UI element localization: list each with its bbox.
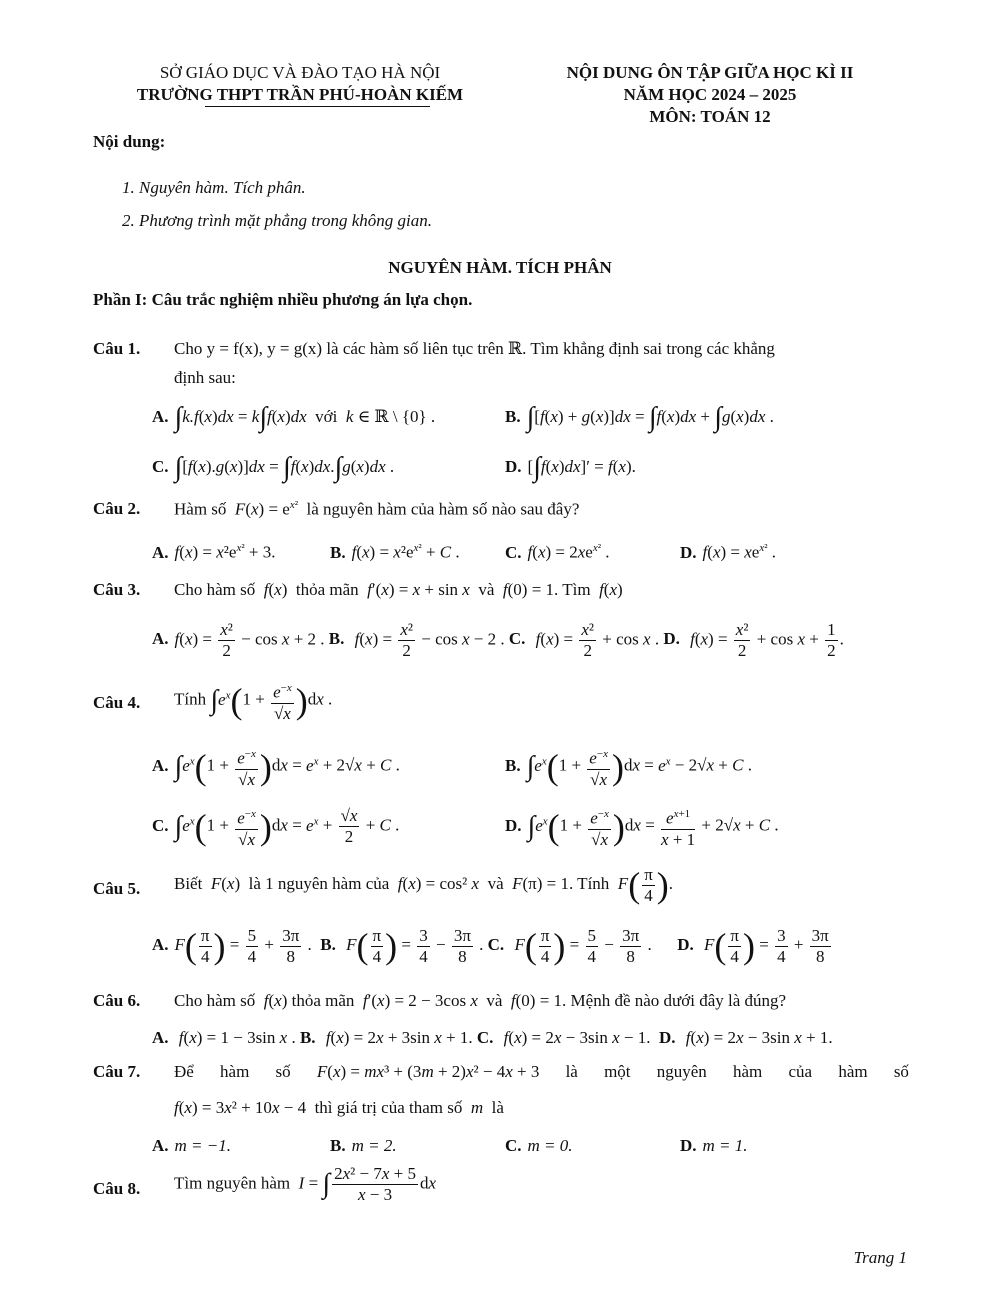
question-1-text-cont: định sau: bbox=[174, 368, 236, 387]
school-name: TRƯỜNG THPT TRẦN PHÚ-HOÀN KIẾM bbox=[136, 85, 464, 104]
department-name: SỞ GIÁO DỤC VÀ ĐÀO TẠO HÀ NỘI bbox=[159, 63, 441, 82]
q1-option-c: C. ∫[f(x).g(x)]dx = ∫f(x)dx.∫g(x)dx . bbox=[152, 452, 395, 483]
question-7-text: Để hàm số F(x) = mx³ + (3m + 2)x² − 4x + 3 là một nguyên hàm của hàm số bbox=[174, 1062, 909, 1081]
question-5-label: Câu 5. bbox=[93, 879, 141, 898]
topic-1: 1. Nguyên hàm. Tích phân. bbox=[122, 178, 306, 197]
q4-option-b: B. $\int e^x(1$ + $\frac{e^{-x}}{√x}$ )$dx = e^x - 2√x + C$ . bbox=[505, 744, 752, 790]
question-6-label: Câu 6. bbox=[93, 991, 141, 1010]
question-1-text: Cho y = f(x), y = g(x) là các hàm số liên tục trên ℝ. Tìm khẳng định sai trong các khẳng bbox=[174, 339, 775, 358]
q3-options: A. f(x) = $\frac{\text{x²}}{2}$ − cos x + 2 . B. f(x) = $\frac{\text{x²}}{2}$ − cos x − 2 . C. f(x) = $\frac{\text{x²}}{2}$ + cos x . D. f(x) = $\frac{\text{x²}}{2}$ + cos x + $\frac{1}{2}$ . bbox=[152, 620, 844, 660]
q1-option-a: A. ∫k.f(x)dx = k∫f(x)dx với k ∈ ℝ \ {0} . bbox=[152, 402, 436, 433]
topic-2: 2. Phương trình mặt phẳng trong không gian. bbox=[122, 211, 433, 230]
subject: MÔN: TOÁN 12 bbox=[649, 107, 771, 126]
q7-option-c: C. m = 0. bbox=[505, 1136, 573, 1155]
q5-options: A. F( $\frac{\pi}{4}$ ) = $\frac{5}{4}$ + $\frac{3\pi}{8}$ . B. F( $\frac{\pi}{4}$ ) = $\frac{3}{4}$ − $\frac{3\pi}{8}$ . C. F( $\frac{\pi}{4}$ ) = $\frac{5}{4}$ − $\frac{3\pi}{8}$ . D. F( $\frac{\pi}{4}$ ) = $\frac{3}{4}$ + $\frac{3\pi}{8}$ bbox=[152, 925, 829, 966]
section-title: NGUYÊN HÀM. TÍCH PHÂN bbox=[388, 258, 612, 277]
question-2-label: Câu 2. bbox=[93, 499, 141, 518]
question-3-text: Cho hàm số f(x) thỏa mãn f′(x) = x + sin x và f(0) = 1. Tìm f(x) bbox=[174, 580, 623, 599]
page-number: Trang 1 bbox=[853, 1248, 907, 1267]
question-4-text: Tính $\int e^x(1$ + $\frac{e^{-x}}{√x}$ )dx . bbox=[174, 678, 332, 724]
question-7-label: Câu 7. bbox=[93, 1062, 141, 1081]
exam-header bbox=[520, 62, 900, 128]
question-8-text: Tìm nguyên hàm I = ∫ $\frac{\text{2x² − 7x + 5}}{x - 3}$ dx bbox=[174, 1164, 437, 1204]
header-rule bbox=[205, 106, 430, 107]
q4-option-c: C. $\int e^x(1$ + $\frac{e^{-x}}{√x}$ )$dx = e^x$ + $\frac{√x}{2}$ + C . bbox=[152, 804, 399, 850]
content-label: Nội dung: bbox=[93, 132, 166, 151]
q4-option-a: A. $\int e^x(1$ + $\frac{e^{-x}}{√x}$ )$dx = e^x + 2√x + C$ . bbox=[152, 744, 400, 790]
question-3-label: Câu 3. bbox=[93, 580, 141, 599]
school-year: NĂM HỌC 2024 – 2025 bbox=[623, 85, 797, 104]
q6-options: A. f(x) = 1 − 3sin x . B. f(x) = 2x + 3sin x + 1. C. f(x) = 2x − 3sin x − 1. D. f(x) = 2x − 3sin x + 1. bbox=[152, 1028, 833, 1047]
exam-title: NỘI DUNG ÔN TẬP GIỮA HỌC KÌ II bbox=[566, 63, 854, 82]
q4-option-d: D. $\int e^x(1$ + $\frac{e^{-x}}{√x}$ )dx = $\frac{e^{x+1}}{x + 1}$ + 2√x + C . bbox=[505, 804, 779, 850]
q2-option-b: B. $f(x) = x^2e^{x^2} + C$ . bbox=[330, 542, 460, 562]
school-header bbox=[100, 62, 500, 106]
question-1-label: Câu 1. bbox=[93, 339, 141, 358]
q1-option-d: D. [∫f(x)dx]′ = f(x). bbox=[505, 452, 636, 483]
question-4-label: Câu 4. bbox=[93, 693, 141, 712]
question-5-text: Biết F(x) là 1 nguyên hàm của f(x) = cos² x và F(π) = 1. Tính F( $\frac{\pi}{4}$ ). bbox=[174, 864, 674, 905]
question-8-label: Câu 8. bbox=[93, 1179, 141, 1198]
q2-option-a: A. $f(x) = x^2e^{x^2} + 3$. bbox=[152, 542, 276, 562]
q1-option-b: B. ∫[f(x) + g(x)]dx = ∫f(x)dx + ∫g(x)dx . bbox=[505, 402, 774, 433]
question-2-text: Hàm số $F(x) = e^{x^2}$ là nguyên hàm của hàm số nào sau đây? bbox=[174, 499, 580, 519]
q7-option-a: A. m = −1. bbox=[152, 1136, 232, 1155]
question-7-text-cont: f(x) = 3x² + 10x − 4 thì giá trị của tham số m là bbox=[174, 1098, 504, 1117]
q7-option-b: B. m = 2. bbox=[330, 1136, 397, 1155]
q2-option-d: D. $f(x) = xe^{x^2}$ . bbox=[680, 542, 777, 562]
part-title: Phần I: Câu trắc nghiệm nhiều phương án lựa chọn. bbox=[93, 290, 473, 309]
q7-option-d: D. m = 1. bbox=[680, 1136, 748, 1155]
question-6-text: Cho hàm số f(x) thỏa mãn f′(x) = 2 − 3cos x và f(0) = 1. Mệnh đề nào dưới đây là đúng? bbox=[174, 991, 787, 1010]
q2-option-c: C. $f(x) = 2xe^{x^2}$ . bbox=[505, 542, 610, 562]
